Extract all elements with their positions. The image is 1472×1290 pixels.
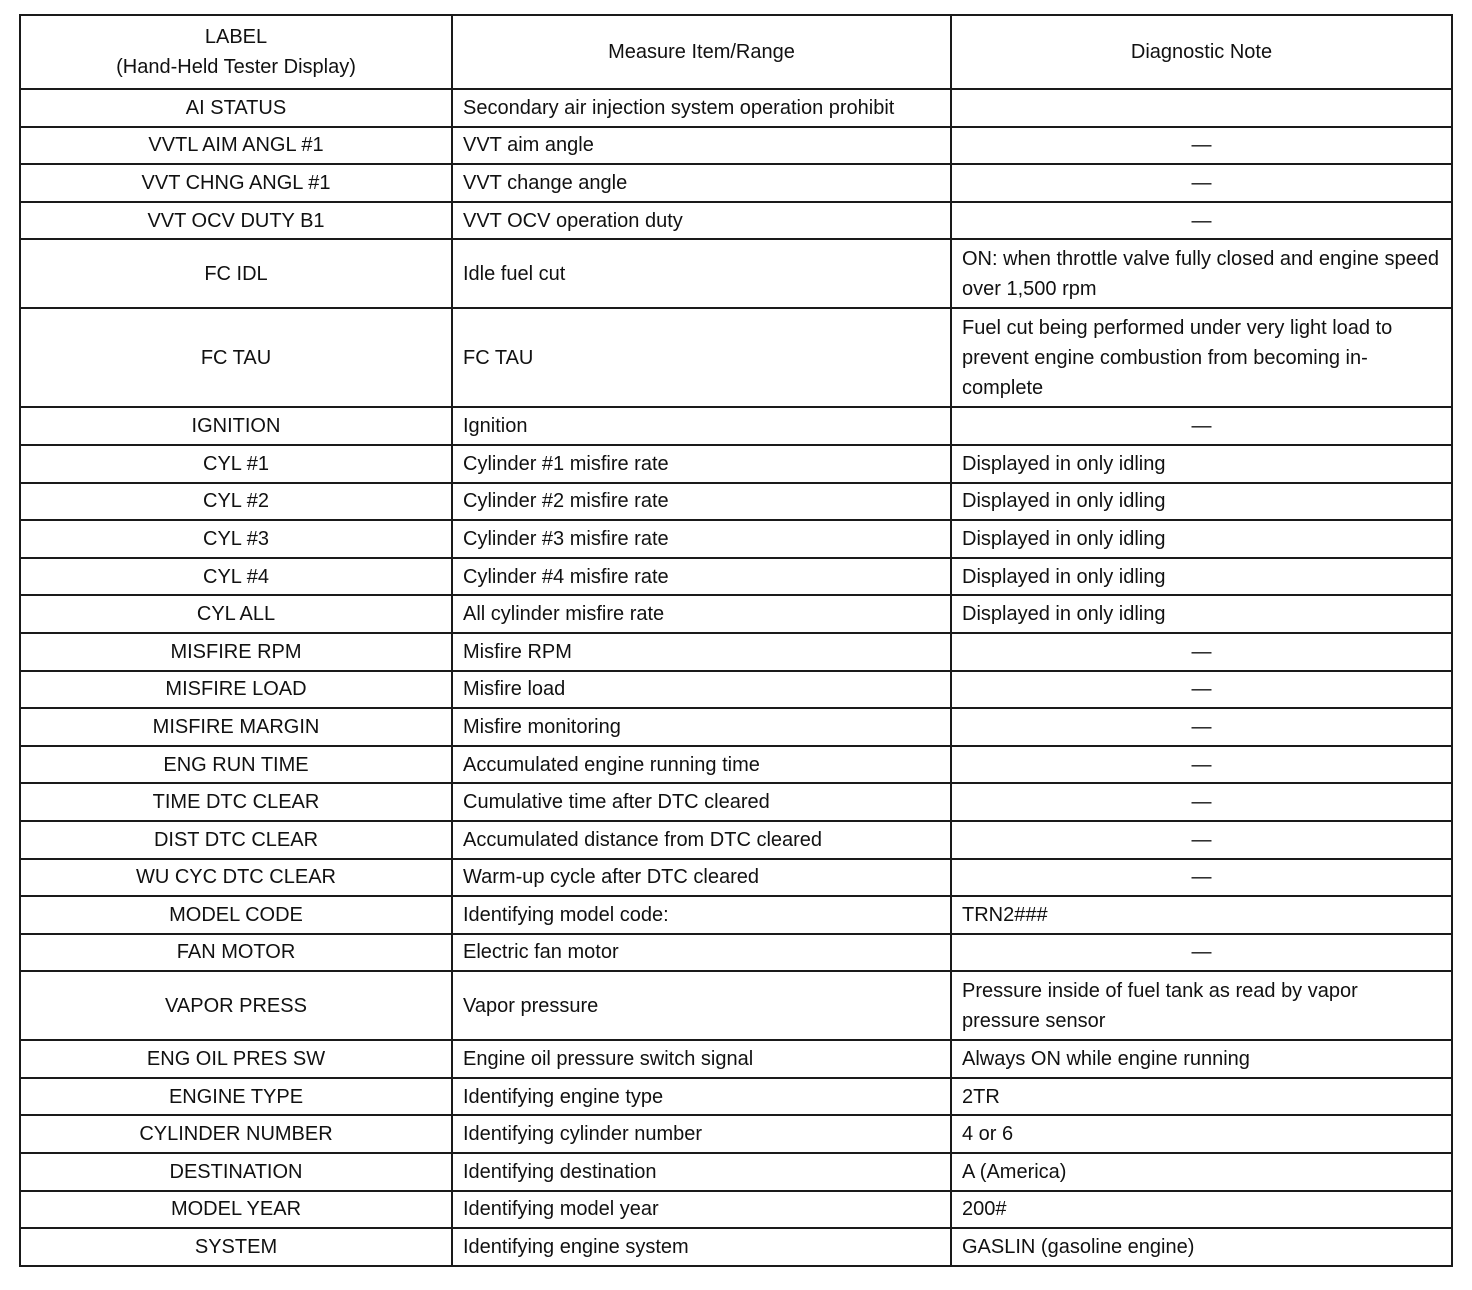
- cell-label: CYL #2: [20, 483, 452, 521]
- cell-measure: Cylinder #3 misfire rate: [452, 520, 951, 558]
- cell-note: —: [951, 202, 1452, 240]
- cell-note: 200#: [951, 1191, 1452, 1229]
- cell-note: Displayed in only idling: [951, 595, 1452, 633]
- table-row: [20, 558, 1452, 596]
- cell-note: Displayed in only idling: [951, 558, 1452, 596]
- cell-note: —: [951, 633, 1452, 671]
- cell-note: —: [951, 783, 1452, 821]
- table-row: [20, 1040, 1452, 1078]
- cell-measure: Identifying model year: [452, 1191, 951, 1229]
- cell-label: VVT OCV DUTY B1: [20, 202, 452, 240]
- cell-measure: Accumulated distance from DTC cleared: [452, 821, 951, 859]
- table-row: [20, 1153, 1452, 1191]
- data-list-table-container: [19, 14, 1451, 1267]
- table-header-row: [20, 15, 1452, 89]
- cell-note: 2TR: [951, 1078, 1452, 1116]
- table-row: [20, 821, 1452, 859]
- header-note: Diagnostic Note: [951, 15, 1452, 89]
- cell-label: DESTINATION: [20, 1153, 452, 1191]
- cell-note: A (America): [951, 1153, 1452, 1191]
- cell-note: —: [951, 934, 1452, 972]
- table-row: [20, 633, 1452, 671]
- cell-note: TRN2###: [951, 896, 1452, 934]
- cell-note: Displayed in only idling: [951, 483, 1452, 521]
- table-body: [20, 89, 1452, 1266]
- header-label-line2: (Hand-Held Tester Display): [116, 56, 356, 78]
- cell-label: AI STATUS: [20, 89, 452, 127]
- cell-note: —: [951, 821, 1452, 859]
- cell-measure: Cylinder #2 misfire rate: [452, 483, 951, 521]
- cell-label: FAN MOTOR: [20, 934, 452, 972]
- cell-measure: Vapor pressure: [452, 971, 951, 1040]
- cell-note: Displayed in only idling: [951, 445, 1452, 483]
- table-row: [20, 1191, 1452, 1229]
- cell-label: DIST DTC CLEAR: [20, 821, 452, 859]
- data-list-table: [19, 14, 1453, 1267]
- cell-measure: Warm-up cycle after DTC cleared: [452, 859, 951, 897]
- cell-label: MODEL CODE: [20, 896, 452, 934]
- cell-note: [951, 89, 1452, 127]
- table-row: [20, 783, 1452, 821]
- table-row: [20, 671, 1452, 709]
- cell-measure: FC TAU: [452, 308, 951, 407]
- cell-measure: Accumulated engine running time: [452, 746, 951, 784]
- table-row: [20, 308, 1452, 407]
- cell-note: Displayed in only idling: [951, 520, 1452, 558]
- cell-note: —: [951, 407, 1452, 445]
- cell-measure: Cylinder #1 misfire rate: [452, 445, 951, 483]
- cell-label: VVT CHNG ANGL #1: [20, 164, 452, 202]
- cell-label: MISFIRE RPM: [20, 633, 452, 671]
- table-row: [20, 971, 1452, 1040]
- cell-label: ENG RUN TIME: [20, 746, 452, 784]
- table-row: [20, 520, 1452, 558]
- cell-label: VAPOR PRESS: [20, 971, 452, 1040]
- cell-note: —: [951, 671, 1452, 709]
- table-row: [20, 708, 1452, 746]
- cell-label: TIME DTC CLEAR: [20, 783, 452, 821]
- cell-label: WU CYC DTC CLEAR: [20, 859, 452, 897]
- cell-measure: Cylinder #4 misfire rate: [452, 558, 951, 596]
- table-row: [20, 1115, 1452, 1153]
- cell-measure: Engine oil pressure switch signal: [452, 1040, 951, 1078]
- cell-measure: VVT change angle: [452, 164, 951, 202]
- cell-measure: Ignition: [452, 407, 951, 445]
- cell-measure: Misfire monitoring: [452, 708, 951, 746]
- table-row: [20, 89, 1452, 127]
- header-measure: Measure Item/Range: [452, 15, 951, 89]
- cell-measure: VVT OCV operation duty: [452, 202, 951, 240]
- header-label-line1: LABEL: [204, 26, 268, 48]
- table-row: [20, 934, 1452, 972]
- cell-note: —: [951, 859, 1452, 897]
- cell-measure: VVT aim angle: [452, 127, 951, 165]
- cell-measure: Misfire load: [452, 671, 951, 709]
- cell-note: Pressure inside of fuel tank as read by vapor pressure sensor: [951, 971, 1452, 1040]
- cell-measure: Identifying cylinder number: [452, 1115, 951, 1153]
- table-row: [20, 595, 1452, 633]
- cell-measure: Electric fan motor: [452, 934, 951, 972]
- table-row: [20, 746, 1452, 784]
- cell-measure: Cumulative time after DTC cleared: [452, 783, 951, 821]
- cell-label: ENG OIL PRES SW: [20, 1040, 452, 1078]
- cell-label: CYL #4: [20, 558, 452, 596]
- cell-label: FC TAU: [20, 308, 452, 407]
- cell-note: —: [951, 708, 1452, 746]
- cell-label: SYSTEM: [20, 1228, 452, 1266]
- table-row: [20, 1228, 1452, 1266]
- cell-label: CYL #3: [20, 520, 452, 558]
- table-row: [20, 1078, 1452, 1116]
- cell-note: Always ON while engine running: [951, 1040, 1452, 1078]
- table-row: [20, 127, 1452, 165]
- cell-measure: Identifying model code:: [452, 896, 951, 934]
- cell-label: MISFIRE LOAD: [20, 671, 452, 709]
- cell-measure: Identifying destination: [452, 1153, 951, 1191]
- cell-note: —: [951, 746, 1452, 784]
- cell-label: ENGINE TYPE: [20, 1078, 452, 1116]
- cell-label: IGNITION: [20, 407, 452, 445]
- table-row: [20, 164, 1452, 202]
- cell-note: Fuel cut being performed under very light load to prevent engine combustion from becoming in-complete: [951, 308, 1452, 407]
- cell-label: MISFIRE MARGIN: [20, 708, 452, 746]
- table-row: [20, 445, 1452, 483]
- cell-note: —: [951, 127, 1452, 165]
- cell-measure: Misfire RPM: [452, 633, 951, 671]
- cell-note: —: [951, 164, 1452, 202]
- cell-note: 4 or 6: [951, 1115, 1452, 1153]
- cell-measure: All cylinder misfire rate: [452, 595, 951, 633]
- cell-label: FC IDL: [20, 239, 452, 308]
- cell-label: CYL #1: [20, 445, 452, 483]
- table-row: [20, 483, 1452, 521]
- cell-measure: Idle fuel cut: [452, 239, 951, 308]
- table-row: [20, 202, 1452, 240]
- table-row: [20, 239, 1452, 308]
- cell-measure: Identifying engine type: [452, 1078, 951, 1116]
- cell-measure: Secondary air injection system operation prohibit: [452, 89, 951, 127]
- table-row: [20, 859, 1452, 897]
- cell-label: CYLINDER NUMBER: [20, 1115, 452, 1153]
- table-row: [20, 896, 1452, 934]
- cell-label: CYL ALL: [20, 595, 452, 633]
- header-label: [20, 15, 452, 89]
- cell-note: ON: when throttle valve fully closed and engine speed over 1,500 rpm: [951, 239, 1452, 308]
- cell-measure: Identifying engine system: [452, 1228, 951, 1266]
- cell-label: VVTL AIM ANGL #1: [20, 127, 452, 165]
- table-row: [20, 407, 1452, 445]
- cell-label: MODEL YEAR: [20, 1191, 452, 1229]
- cell-note: GASLIN (gasoline engine): [951, 1228, 1452, 1266]
